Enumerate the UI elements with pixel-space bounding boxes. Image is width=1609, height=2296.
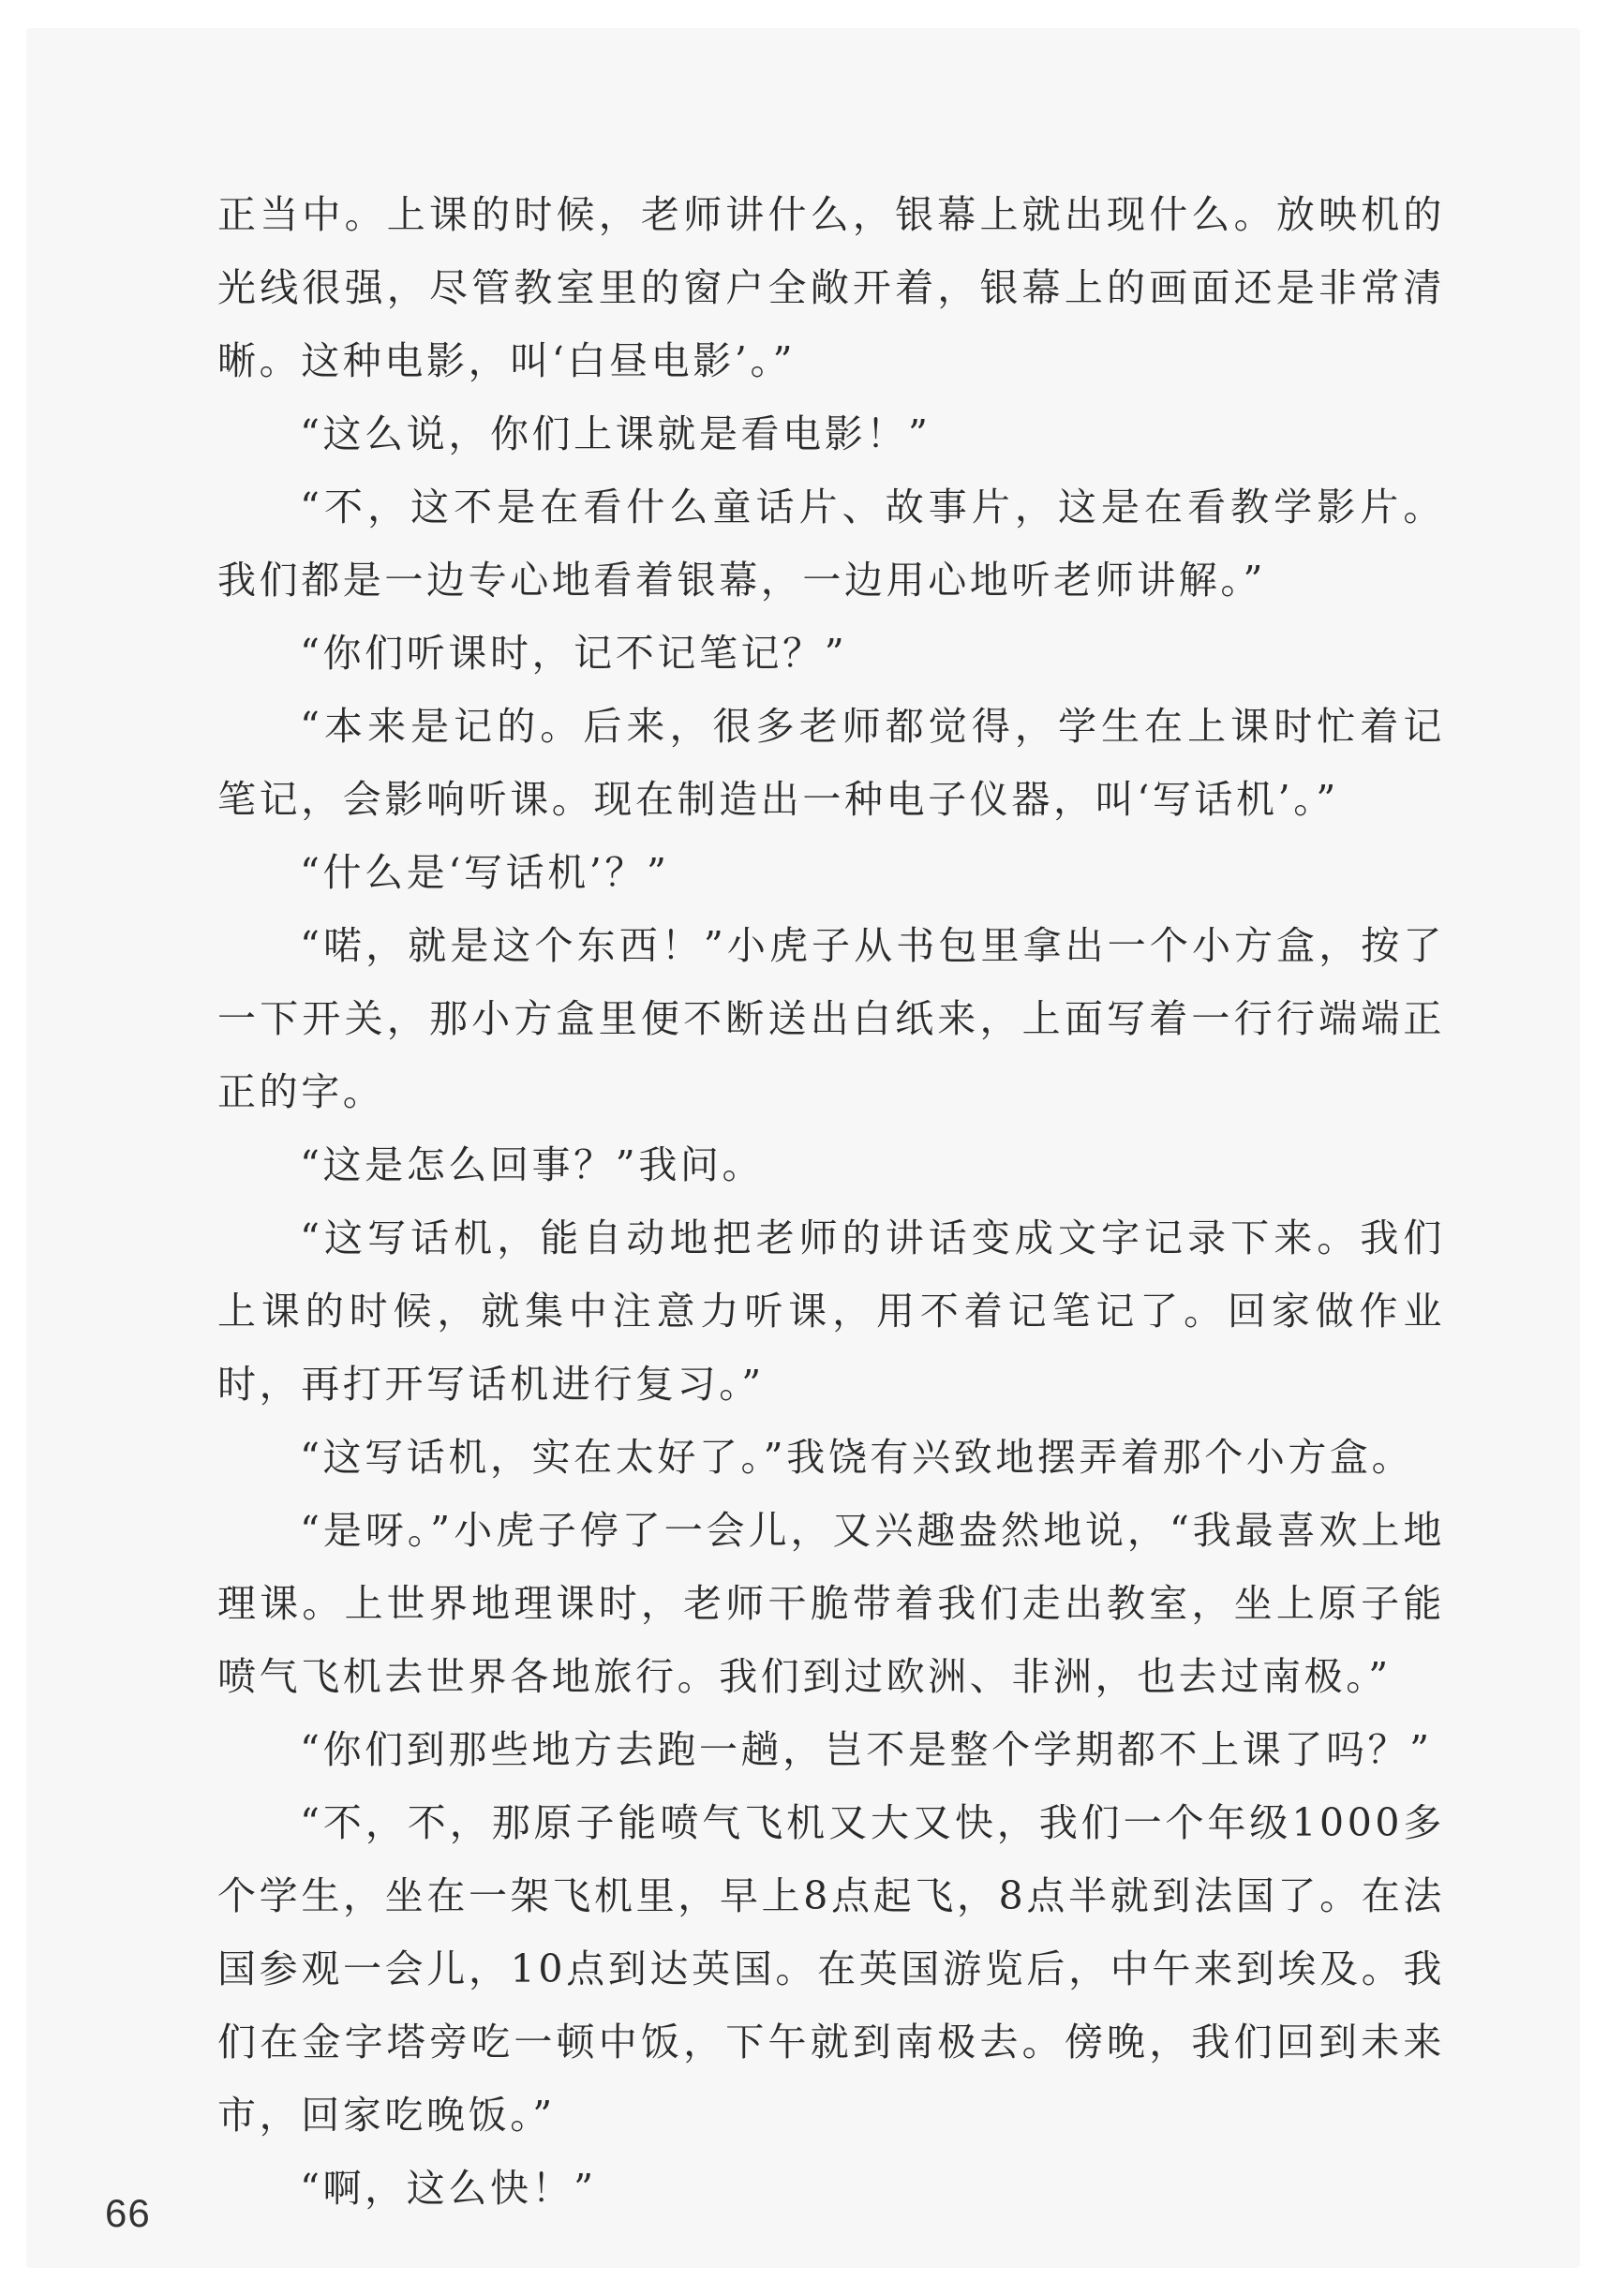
paragraph: “这写话机，能自动地把老师的讲话变成文字记录下来。我们上课的时候，就集中注意力听课，用不着记笔记了。回家做作业时，再打开写话机进行复习。” [217, 1215, 1445, 1407]
page-number: 66 [105, 2191, 151, 2235]
paragraph: “什么是‘写话机’？” [300, 850, 670, 895]
paragraph: “这么说，你们上课就是看电影！” [300, 411, 931, 456]
paragraph: “这是怎么回事？”我问。 [300, 1142, 765, 1187]
paragraph: “啊，这么快！” [300, 2166, 597, 2211]
paragraph: “是呀。”小虎子停了一会儿，又兴趣盎然地说，“我最喜欢上地理课。上世界地理课时，老师干脆带着我们走出教室，坐上原子能喷气飞机去世界各地旅行。我们到过欧洲、非洲，也去过南极。” [217, 1508, 1445, 1699]
paragraph: 正当中。上课的时候，老师讲什么，银幕上就出现什么。放映机的光线很强，尽管教室里的窗户全敞开着，银幕上的画面还是非常清晰。这种电影，叫‘白昼电影’。” [217, 192, 1445, 383]
paragraph: “不，不，那原子能喷气飞机又大又快，我们一个年级1000多个学生，坐在一架飞机里，早上8点起飞，8点半就到法国了。在法国参观一会儿，10点到达英国。在英国游览后，中午来到埃及。我们在金字塔旁吃一顿中饭，下午就到南极去。傍晚，我们回到未来市，回家吃晚饭。” [217, 1800, 1445, 2138]
paragraph: “本来是记的。后来，很多老师都觉得，学生在上课时忙着记笔记，会影响听课。现在制造出一种电子仪器，叫‘写话机’。” [217, 704, 1445, 822]
paragraph: “喏，就是这个东西！”小虎子从书包里拿出一个小方盒，按了一下开关，那小方盒里便不断送出白纸来，上面写着一行行端端正正的字。 [217, 923, 1445, 1114]
paragraph: “不，这不是在看什么童话片、故事片，这是在看教学影片。我们都是一边专心地看着银幕，一边用心地听老师讲解。” [217, 485, 1445, 603]
body-text [217, 178, 1445, 2225]
paragraph: “你们到那些地方去跑一趟，岂不是整个学期都不上课了吗？” [300, 1727, 1433, 1772]
paragraph: “这写话机，实在太好了。”我饶有兴致地摆弄着那个小方盒。 [300, 1435, 1414, 1480]
paragraph: “你们听课时，记不记笔记？” [300, 631, 848, 676]
